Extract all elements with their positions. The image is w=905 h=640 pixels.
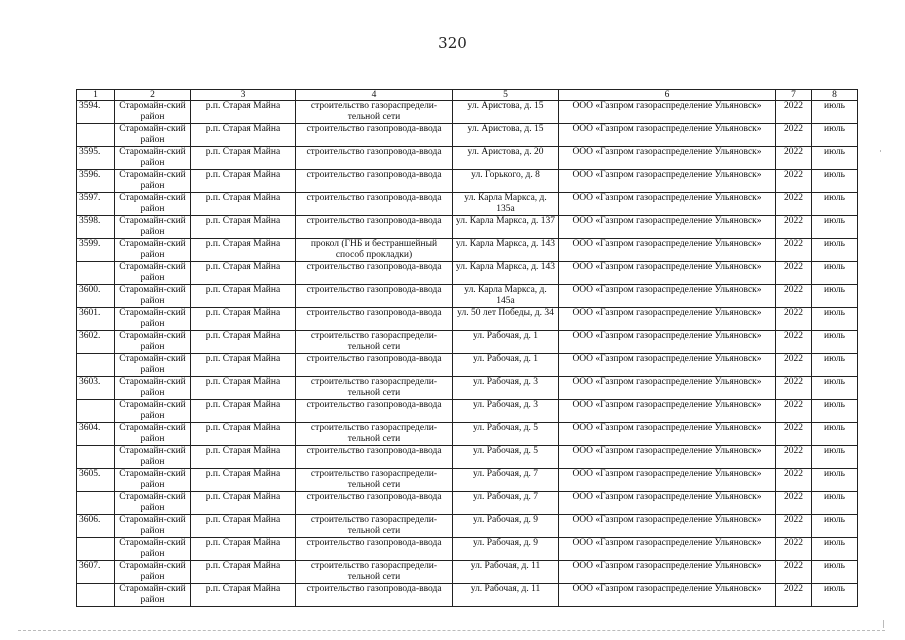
organization-cell: ООО «Газпром газораспределение Ульяновск»	[559, 561, 776, 584]
settlement-cell: р.п. Старая Майна	[191, 285, 296, 308]
column-header: 5	[453, 90, 559, 101]
month-cell: июль	[812, 170, 858, 193]
settlement-cell: р.п. Старая Майна	[191, 446, 296, 469]
table-row	[77, 538, 858, 561]
work-type-cell: строительство газопровода-ввода	[296, 170, 453, 193]
organization-cell: ООО «Газпром газораспределение Ульяновск»	[559, 492, 776, 515]
organization-cell: ООО «Газпром газораспределение Ульяновск»	[559, 124, 776, 147]
address-cell: ул. Аристова, д. 20	[453, 147, 559, 170]
row-number	[77, 538, 115, 561]
year-cell: 2022	[776, 561, 812, 584]
settlement-cell: р.п. Старая Майна	[191, 216, 296, 239]
address-cell: ул. Рабочая, д. 11	[453, 584, 559, 607]
month-cell: июль	[812, 354, 858, 377]
district-cell: Старомайн-ский район	[115, 469, 191, 492]
year-cell: 2022	[776, 354, 812, 377]
work-type-cell: строительство газопровода-ввода	[296, 262, 453, 285]
year-cell: 2022	[776, 377, 812, 400]
work-type-cell: строительство газопровода-ввода	[296, 193, 453, 216]
address-cell: ул. Рабочая, д. 5	[453, 423, 559, 446]
settlement-cell: р.п. Старая Майна	[191, 423, 296, 446]
district-cell: Старомайн-ский район	[115, 331, 191, 354]
year-cell: 2022	[776, 239, 812, 262]
year-cell: 2022	[776, 216, 812, 239]
table-row	[77, 193, 858, 216]
settlement-cell: р.п. Старая Майна	[191, 262, 296, 285]
month-cell: июль	[812, 446, 858, 469]
settlement-cell: р.п. Старая Майна	[191, 124, 296, 147]
column-header: 7	[776, 90, 812, 101]
work-type-cell: строительство газопровода-ввода	[296, 354, 453, 377]
organization-cell: ООО «Газпром газораспределение Ульяновск»	[559, 446, 776, 469]
column-header: 3	[191, 90, 296, 101]
page-bottom-edge	[18, 630, 885, 631]
district-cell: Старомайн-ский район	[115, 308, 191, 331]
district-cell: Старомайн-ский район	[115, 492, 191, 515]
year-cell: 2022	[776, 101, 812, 124]
district-cell: Старомайн-ский район	[115, 170, 191, 193]
table-row	[77, 170, 858, 193]
year-cell: 2022	[776, 538, 812, 561]
row-number: 3597.	[77, 193, 115, 216]
year-cell: 2022	[776, 446, 812, 469]
row-number	[77, 354, 115, 377]
district-cell: Старомайн-ский район	[115, 561, 191, 584]
settlement-cell: р.п. Старая Майна	[191, 400, 296, 423]
address-cell: ул. Карла Маркса, д. 135а	[453, 193, 559, 216]
work-type-cell: прокол (ГНБ и бестраншейный способ прокладки)	[296, 239, 453, 262]
work-type-cell: строительство газопровода-ввода	[296, 308, 453, 331]
settlement-cell: р.п. Старая Майна	[191, 193, 296, 216]
row-number: 3604.	[77, 423, 115, 446]
month-cell: июль	[812, 584, 858, 607]
organization-cell: ООО «Газпром газораспределение Ульяновск»	[559, 170, 776, 193]
row-number: 3601.	[77, 308, 115, 331]
row-number: 3594.	[77, 101, 115, 124]
year-cell: 2022	[776, 423, 812, 446]
district-cell: Старомайн-ский район	[115, 515, 191, 538]
organization-cell: ООО «Газпром газораспределение Ульяновск»	[559, 538, 776, 561]
table-row	[77, 354, 858, 377]
work-type-cell: строительство газопровода-ввода	[296, 400, 453, 423]
address-cell: ул. 50 лет Победы, д. 34	[453, 308, 559, 331]
organization-cell: ООО «Газпром газораспределение Ульяновск»	[559, 584, 776, 607]
year-cell: 2022	[776, 170, 812, 193]
organization-cell: ООО «Газпром газораспределение Ульяновск»	[559, 331, 776, 354]
organization-cell: ООО «Газпром газораспределение Ульяновск»	[559, 469, 776, 492]
organization-cell: ООО «Газпром газораспределение Ульяновск»	[559, 262, 776, 285]
table-row	[77, 400, 858, 423]
month-cell: июль	[812, 124, 858, 147]
work-type-cell: строительство газораспредели-тельной сети	[296, 561, 453, 584]
district-cell: Старомайн-ский район	[115, 354, 191, 377]
page-number: 320	[438, 34, 467, 52]
row-number: 3603.	[77, 377, 115, 400]
row-number	[77, 124, 115, 147]
address-cell: ул. Рабочая, д. 1	[453, 354, 559, 377]
work-type-cell: строительство газопровода-ввода	[296, 124, 453, 147]
work-type-cell: строительство газопровода-ввода	[296, 285, 453, 308]
table-row	[77, 423, 858, 446]
address-cell: ул. Рабочая, д. 7	[453, 469, 559, 492]
district-cell: Старомайн-ский район	[115, 584, 191, 607]
address-cell: ул. Рабочая, д. 9	[453, 515, 559, 538]
month-cell: июль	[812, 101, 858, 124]
settlement-cell: р.п. Старая Майна	[191, 101, 296, 124]
year-cell: 2022	[776, 308, 812, 331]
row-number: 3598.	[77, 216, 115, 239]
district-cell: Старомайн-ский район	[115, 101, 191, 124]
month-cell: июль	[812, 538, 858, 561]
table-row	[77, 446, 858, 469]
table-row	[77, 308, 858, 331]
table-row	[77, 124, 858, 147]
work-type-cell: строительство газораспредели-тельной сети	[296, 515, 453, 538]
row-number: 3607.	[77, 561, 115, 584]
row-number	[77, 446, 115, 469]
column-header: 1	[77, 90, 115, 101]
table-body	[77, 101, 858, 607]
table-row	[77, 101, 858, 124]
row-number	[77, 400, 115, 423]
year-cell: 2022	[776, 492, 812, 515]
settlement-cell: р.п. Старая Майна	[191, 561, 296, 584]
month-cell: июль	[812, 216, 858, 239]
month-cell: июль	[812, 423, 858, 446]
scan-speck	[883, 620, 884, 628]
month-cell: июль	[812, 147, 858, 170]
work-type-cell: строительство газопровода-ввода	[296, 538, 453, 561]
table-row	[77, 377, 858, 400]
settlement-cell: р.п. Старая Майна	[191, 492, 296, 515]
column-header: 6	[559, 90, 776, 101]
address-cell: ул. Аристова, д. 15	[453, 101, 559, 124]
row-number: 3600.	[77, 285, 115, 308]
row-number: 3599.	[77, 239, 115, 262]
year-cell: 2022	[776, 331, 812, 354]
district-cell: Старомайн-ский район	[115, 377, 191, 400]
address-cell: ул. Рабочая, д. 1	[453, 331, 559, 354]
settlement-cell: р.п. Старая Майна	[191, 515, 296, 538]
table-row	[77, 515, 858, 538]
row-number: 3595.	[77, 147, 115, 170]
settlement-cell: р.п. Старая Майна	[191, 538, 296, 561]
settlement-cell: р.п. Старая Майна	[191, 239, 296, 262]
organization-cell: ООО «Газпром газораспределение Ульяновск»	[559, 400, 776, 423]
organization-cell: ООО «Газпром газораспределение Ульяновск»	[559, 515, 776, 538]
table-row	[77, 331, 858, 354]
district-cell: Старомайн-ский район	[115, 147, 191, 170]
month-cell: июль	[812, 285, 858, 308]
organization-cell: ООО «Газпром газораспределение Ульяновск»	[559, 377, 776, 400]
address-cell: ул. Карла Маркса, д. 143	[453, 262, 559, 285]
table-row	[77, 239, 858, 262]
table-row	[77, 584, 858, 607]
column-header: 8	[812, 90, 858, 101]
month-cell: июль	[812, 515, 858, 538]
table-row	[77, 285, 858, 308]
table-row	[77, 561, 858, 584]
district-cell: Старомайн-ский район	[115, 446, 191, 469]
table-row	[77, 492, 858, 515]
organization-cell: ООО «Газпром газораспределение Ульяновск»	[559, 216, 776, 239]
work-type-cell: строительство газопровода-ввода	[296, 446, 453, 469]
scan-speck	[880, 150, 881, 152]
organization-cell: ООО «Газпром газораспределение Ульяновск»	[559, 423, 776, 446]
month-cell: июль	[812, 262, 858, 285]
district-cell: Старомайн-ский район	[115, 538, 191, 561]
organization-cell: ООО «Газпром газораспределение Ульяновск»	[559, 239, 776, 262]
district-cell: Старомайн-ский район	[115, 262, 191, 285]
year-cell: 2022	[776, 515, 812, 538]
year-cell: 2022	[776, 584, 812, 607]
work-type-cell: строительство газораспредели-тельной сети	[296, 423, 453, 446]
address-cell: ул. Аристова, д. 15	[453, 124, 559, 147]
address-cell: ул. Рабочая, д. 11	[453, 561, 559, 584]
district-cell: Старомайн-ский район	[115, 400, 191, 423]
work-type-cell: строительство газораспредели-тельной сети	[296, 377, 453, 400]
settlement-cell: р.п. Старая Майна	[191, 354, 296, 377]
settlement-cell: р.п. Старая Майна	[191, 584, 296, 607]
address-cell: ул. Горького, д. 8	[453, 170, 559, 193]
document-table	[76, 89, 858, 607]
district-cell: Старомайн-ский район	[115, 285, 191, 308]
month-cell: июль	[812, 400, 858, 423]
table-row	[77, 469, 858, 492]
work-type-cell: строительство газораспредели-тельной сети	[296, 331, 453, 354]
district-cell: Старомайн-ский район	[115, 423, 191, 446]
work-type-cell: строительство газопровода-ввода	[296, 492, 453, 515]
year-cell: 2022	[776, 193, 812, 216]
work-type-cell: строительство газопровода-ввода	[296, 147, 453, 170]
month-cell: июль	[812, 469, 858, 492]
address-cell: ул. Карла Маркса, д. 143	[453, 239, 559, 262]
column-header: 4	[296, 90, 453, 101]
organization-cell: ООО «Газпром газораспределение Ульяновск»	[559, 101, 776, 124]
month-cell: июль	[812, 331, 858, 354]
work-type-cell: строительство газопровода-ввода	[296, 584, 453, 607]
row-number: 3596.	[77, 170, 115, 193]
row-number: 3606.	[77, 515, 115, 538]
organization-cell: ООО «Газпром газораспределение Ульяновск»	[559, 285, 776, 308]
table-header-row	[77, 90, 858, 101]
year-cell: 2022	[776, 400, 812, 423]
table-row	[77, 262, 858, 285]
month-cell: июль	[812, 561, 858, 584]
row-number: 3605.	[77, 469, 115, 492]
table-row	[77, 147, 858, 170]
month-cell: июль	[812, 239, 858, 262]
address-cell: ул. Рабочая, д. 9	[453, 538, 559, 561]
settlement-cell: р.п. Старая Майна	[191, 308, 296, 331]
year-cell: 2022	[776, 285, 812, 308]
settlement-cell: р.п. Старая Майна	[191, 170, 296, 193]
settlement-cell: р.п. Старая Майна	[191, 147, 296, 170]
address-cell: ул. Карла Маркса, д. 137	[453, 216, 559, 239]
address-cell: ул. Рабочая, д. 3	[453, 400, 559, 423]
address-cell: ул. Рабочая, д. 7	[453, 492, 559, 515]
table-row	[77, 216, 858, 239]
year-cell: 2022	[776, 124, 812, 147]
row-number	[77, 262, 115, 285]
year-cell: 2022	[776, 469, 812, 492]
column-header: 2	[115, 90, 191, 101]
organization-cell: ООО «Газпром газораспределение Ульяновск»	[559, 147, 776, 170]
month-cell: июль	[812, 308, 858, 331]
year-cell: 2022	[776, 147, 812, 170]
row-number: 3602.	[77, 331, 115, 354]
month-cell: июль	[812, 377, 858, 400]
row-number	[77, 584, 115, 607]
settlement-cell: р.п. Старая Майна	[191, 331, 296, 354]
work-type-cell: строительство газораспредели-тельной сети	[296, 469, 453, 492]
row-number	[77, 492, 115, 515]
district-cell: Старомайн-ский район	[115, 124, 191, 147]
organization-cell: ООО «Газпром газораспределение Ульяновск»	[559, 308, 776, 331]
year-cell: 2022	[776, 262, 812, 285]
organization-cell: ООО «Газпром газораспределение Ульяновск»	[559, 193, 776, 216]
district-cell: Старомайн-ский район	[115, 239, 191, 262]
work-type-cell: строительство газопровода-ввода	[296, 216, 453, 239]
month-cell: июль	[812, 193, 858, 216]
district-cell: Старомайн-ский район	[115, 193, 191, 216]
settlement-cell: р.п. Старая Майна	[191, 377, 296, 400]
month-cell: июль	[812, 492, 858, 515]
settlement-cell: р.п. Старая Майна	[191, 469, 296, 492]
address-cell: ул. Рабочая, д. 5	[453, 446, 559, 469]
district-cell: Старомайн-ский район	[115, 216, 191, 239]
address-cell: ул. Карла Маркса, д. 145а	[453, 285, 559, 308]
address-cell: ул. Рабочая, д. 3	[453, 377, 559, 400]
work-type-cell: строительство газораспредели-тельной сети	[296, 101, 453, 124]
organization-cell: ООО «Газпром газораспределение Ульяновск»	[559, 354, 776, 377]
